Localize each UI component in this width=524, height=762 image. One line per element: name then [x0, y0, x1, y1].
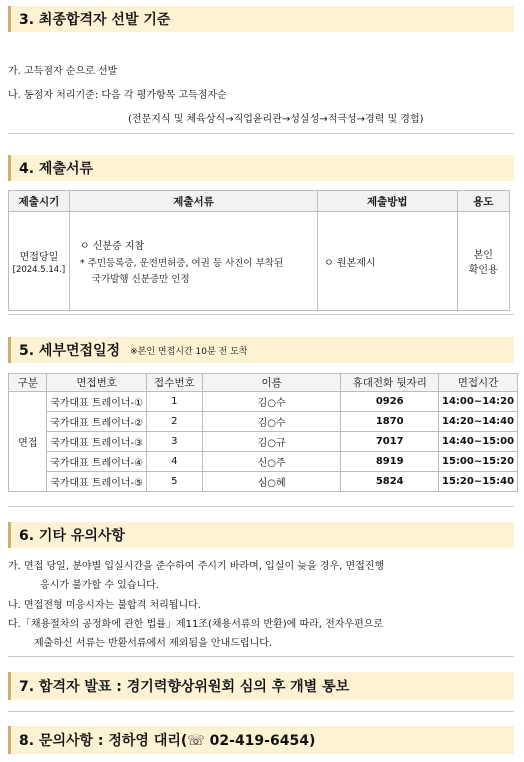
- submit-time: 면접당일: [19, 251, 59, 263]
- applicant-name: 심○혜: [202, 472, 341, 492]
- col-header-interview-no: 면접번호: [47, 374, 146, 392]
- submit-date: [2024.5.14.]: [12, 264, 66, 275]
- applicant-name: 김○수: [202, 392, 341, 412]
- s6-line-2: 응시가 불가할 수 있습니다.: [40, 580, 159, 591]
- table-row: [9, 392, 518, 412]
- use-cell: [457, 212, 510, 311]
- col-header-time: 면접시간: [439, 374, 518, 392]
- applicant-name: 김○수: [202, 412, 341, 432]
- interview-code: 국가대표 트레이너-④: [47, 452, 146, 472]
- receipt-no: 2: [146, 412, 202, 432]
- table-row: [9, 472, 518, 492]
- interview-time: 14:20~14:40: [439, 412, 518, 432]
- doc-line-3: 국가발행 신분증만 인정: [91, 274, 190, 285]
- s3-line-3: (전문지식 및 체육상식→직업윤리관→성실성→적극성→경력 및 경험): [128, 114, 424, 125]
- category-cell: 면접: [9, 392, 47, 492]
- submit-time-cell: [9, 212, 70, 311]
- section-3-title: 3. 최종합격자 선발 기준: [19, 12, 171, 28]
- divider: [8, 133, 514, 134]
- receipt-no: 3: [146, 432, 202, 452]
- interview-code: 국가대표 트레이너-⑤: [47, 472, 146, 492]
- applicant-name: 신○주: [202, 452, 341, 472]
- s3-line-1: 가. 고득점자 순으로 선발: [8, 66, 118, 77]
- phone-suffix: 0926: [341, 392, 439, 412]
- divider: [8, 314, 514, 315]
- interview-time: 15:00~15:20: [439, 452, 518, 472]
- section-5-title: 5. 세부면접일정: [19, 343, 121, 359]
- interview-code: 국가대표 트레이너-②: [47, 412, 146, 432]
- phone-suffix: 8919: [341, 452, 439, 472]
- receipt-no: 4: [146, 452, 202, 472]
- schedule-table: [8, 373, 518, 492]
- use-line-1: 본인: [473, 250, 493, 261]
- col-header-method: 제출방법: [318, 191, 457, 212]
- section-5-header: [8, 337, 514, 363]
- divider: [8, 506, 514, 507]
- method-cell: [318, 212, 457, 311]
- method: ㅇ 원본제시: [324, 257, 376, 269]
- section-4-title: 4. 제출서류: [19, 161, 94, 177]
- interview-time: 14:00~14:20: [439, 392, 518, 412]
- section-4-header: [8, 155, 514, 181]
- table-row: [9, 432, 518, 452]
- receipt-no: 5: [146, 472, 202, 492]
- col-header-docs: 제출서류: [69, 191, 317, 212]
- phone-suffix: 7017: [341, 432, 439, 452]
- col-header-category: 구분: [9, 374, 47, 392]
- receipt-no: 1: [146, 392, 202, 412]
- section-8-header: [8, 726, 514, 754]
- docs-cell: [69, 212, 317, 311]
- table-row: [9, 452, 518, 472]
- s3-line-2: 나. 동점자 처리기준: 다음 각 평가항목 고득점자순: [8, 90, 227, 101]
- s6-line-5: 제출하신 서류는 반환서류에서 제외됨을 안내드립니다.: [34, 638, 273, 649]
- doc-line-2: * 주민등록증, 운전면허증, 여권 등 사진이 부착된: [79, 258, 284, 269]
- s6-line-4: 다.「채용절차의 공정화에 관한 법률」제11조(채용서류의 반환)에 따라, 전자우편으로: [8, 619, 384, 630]
- divider: [8, 711, 514, 712]
- s6-line-1: 가. 면접 당일, 분야별 입실시간을 준수하여 주시기 바라며, 입실이 늦을 경우, 면접진행: [8, 561, 385, 572]
- section-3-header: [8, 6, 514, 32]
- table-row: [9, 412, 518, 432]
- s6-line-3: 나. 면접전형 미응시자는 불합격 처리됩니다.: [8, 600, 201, 611]
- arrival-note: ※본인 면접시간 10분 전 도착: [130, 346, 248, 357]
- phone-suffix: 1870: [341, 412, 439, 432]
- section-8-title: 8. 문의사항 : 정하영 대리(☏ 02-419-6454): [19, 733, 316, 749]
- col-header-phone: 휴대전화 뒷자리: [341, 374, 439, 392]
- applicant-name: 김○규: [202, 432, 341, 452]
- section-6-header: [8, 522, 514, 548]
- phone-suffix: 5824: [341, 472, 439, 492]
- col-header-use: 용도: [457, 191, 510, 212]
- doc-line-1: ㅇ 신분증 지참: [79, 241, 145, 252]
- interview-code: 국가대표 트레이너-①: [47, 392, 146, 412]
- section-7-header: [8, 672, 514, 700]
- col-header-time: 제출시기: [9, 191, 70, 212]
- documents-table: [8, 190, 510, 311]
- col-header-name: 이름: [202, 374, 341, 392]
- col-header-receipt-no: 접수번호: [146, 374, 202, 392]
- interview-time: 14:40~15:00: [439, 432, 518, 452]
- interview-code: 국가대표 트레이너-③: [47, 432, 146, 452]
- section-7-title: 7. 합격자 발표 : 경기력향상위원회 심의 후 개별 통보: [19, 679, 350, 695]
- interview-time: 15:20~15:40: [439, 472, 518, 492]
- use-line-2: 확인용: [468, 265, 498, 276]
- divider: [8, 656, 514, 657]
- section-6-title: 6. 기타 유의사항: [19, 528, 125, 544]
